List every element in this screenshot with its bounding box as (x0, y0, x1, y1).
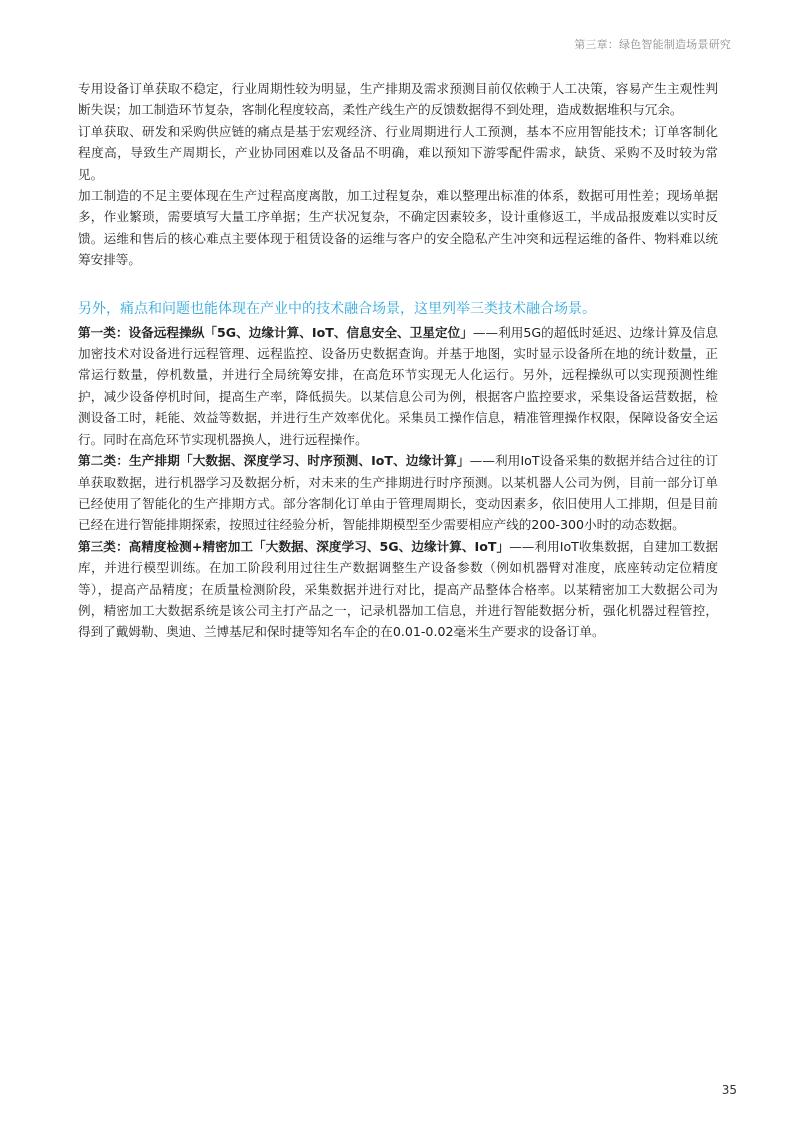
paragraph-manufacturing: 加工制造的不足主要体现在生产过程高度离散，加工过程复杂，难以整理出标准的体系，数据可用性差；现场单据多，作业繁琐，需要填写大量工序单据；生产状况复杂，不确定因素较多，设计重修返工，半成品报废难以实时反馈。运维和售后的核心难点主要体现于租赁设备的运维与客户的安全隐私产生冲突和远程运维的备件、物料难以统筹安排等。 (78, 188, 718, 268)
page-content (78, 78, 718, 643)
category-lead: 第二类：生产排期「大数据、深度学习、时序预测、IoT、边缘计算」 (78, 453, 470, 469)
category-lead: 第一类：设备远程操纵「5G、边缘计算、IoT、信息安全、卫星定位」 (78, 324, 473, 340)
category-body: ——利用IoT收集数据，自建加工数据库，并进行模型训练。在加工阶段利用过往生产数据调整生产设备参数（例如机器臂对准度，底座转动定位精度等），提高产品精度；在质量检测阶段，采集数据并进行对比，提高产品整体合格率。以某精密加工大数据公司为例，精密加工大数据系统是该公司主打产品之一，记录机器加工信息，并进行智能数据分析，强化机器过程管控，得到了戴姆勒、奥迪、兰博基尼和保时捷等知名车企的在0.01-0.02毫米生产要求的设备订单。 (78, 538, 718, 640)
category-body: ——利用IoT设备采集的数据并结合过往的订单获取数据，进行机器学习及数据分析，对未来的生产排期进行时序预测。以某机器人公司为例，目前一部分订单已经使用了智能化的生产排期方式。部分客制化订单由于管理周期长，变动因素多，依旧使用人工排期，但是目前已经在进行智能排期探索，按照过往经验分析，智能排期模型至少需要相应产线的200-300小时的动态数据。 (78, 453, 718, 533)
category-lead: 第三类：高精度检测+精密加工「大数据、深度学习、5G、边缘计算、IoT」 (78, 538, 510, 554)
page-number: 35 (721, 1083, 737, 1097)
chapter-header: 第三章：绿色智能制造场景研究 (574, 38, 731, 51)
category-remote-operation (78, 322, 718, 450)
section-heading: 另外，痛点和问题也能体现在产业中的技术融合场景，这里列举三类技术融合场景。 (78, 300, 596, 317)
category-precision-machining (78, 536, 718, 643)
paragraph-orders: 专用设备订单获取不稳定，行业周期性较为明显，生产排期及需求预测目前仅依赖于人工决策，容易产生主观性判断失误；加工制造环节复杂，客制化程度较高，柔性产线生产的反馈数据得不到处理，造成数据堆积与冗余。 (78, 81, 718, 118)
category-production-scheduling (78, 450, 718, 536)
category-body: ——利用5G的超低时延迟、边缘计算及信息加密技术对设备进行远程管理、远程监控、设备历史数据查询。并基于地图，实时显示设备所在地的统计数量，正常运行数量，停机数量，并进行全局统筹安排，在高危环节实现无人化运行。另外，远程操纵可以实现预测性维护，减少设备停机时间，提高生产率，降低损失。以某信息公司为例，根据客户监控要求，采集设备运营数据，检测设备工时，耗能、效益等数据，并进行生产效率优化。采集员工操作信息，精准管理操作权限，保障设备安全运行。同时在高危环节实现机器换人，进行远程操作。 (78, 324, 718, 447)
paragraph-supply-chain: 订单获取、研发和采购供应链的痛点是基于宏观经济、行业周期进行人工预测，基本不应用智能技术；订单客制化程度高，导致生产周期长，产业协同困难以及备品不明确，难以预知下游零配件需求，缺货、采购不及时较为常见。 (78, 123, 718, 182)
